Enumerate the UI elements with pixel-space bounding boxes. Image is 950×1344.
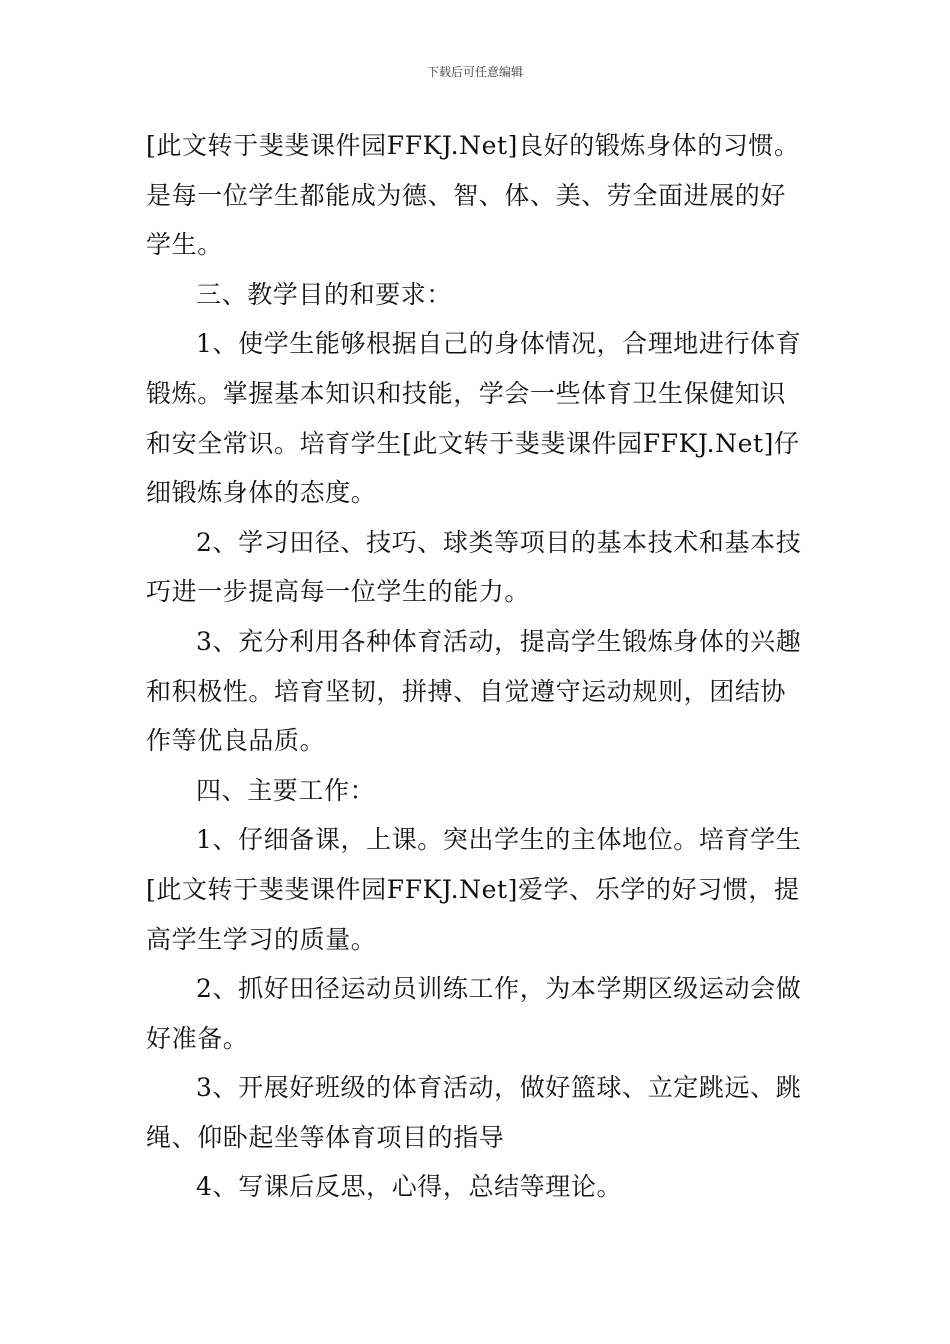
paragraph-continuation: [此文转于斐斐课件园FFKJ.Net]良好的锻炼身体的习惯。是每一位学生都能成为德、智、体、美、劳全面进展的好学生。 xyxy=(146,131,800,260)
work-item-4: 4、写课后反思，心得，总结等理论。 xyxy=(196,1172,623,1202)
objective-item-3: 3、充分利用各种体育活动，提高学生锻炼身体的兴趣和积极性。培育坚韧，拼搏、自觉遵守运动规则，团结协作等优良品质。 xyxy=(146,626,802,756)
page-header: 下载后可任意编辑 xyxy=(426,65,523,79)
work-item-1: 1、仔细备课，上课。突出学生的主体地位。培育学生[此文转于斐斐课件园FFKJ.Net]爱学、乐学的好习惯，提高学生学习的质量。 xyxy=(146,825,802,954)
work-item-3: 3、开展好班级的体育活动，做好篮球、立定跳远、跳绳、仰卧起坐等体育项目的指导 xyxy=(146,1073,802,1152)
section-heading-objectives: 三、教学目的和要求： xyxy=(196,279,453,309)
section-heading-main-work: 四、主要工作： xyxy=(196,775,376,805)
work-item-2: 2、抓好田径运动员训练工作，为本学期区级运动会做好准备。 xyxy=(146,974,802,1053)
document-body xyxy=(146,121,810,1212)
objective-item-1: 1、使学生能够根据自己的身体情况，合理地进行体育锻炼。掌握基本知识和技能，学会一些体育卫生保健知识和安全常识。培育学生[此文转于斐斐课件园FFKJ.Net]仔细锻炼身体的态度。 xyxy=(146,329,802,508)
objective-item-2: 2、学习田径、技巧、球类等项目的基本技术和基本技巧进一步提高每一位学生的能力。 xyxy=(146,527,802,607)
